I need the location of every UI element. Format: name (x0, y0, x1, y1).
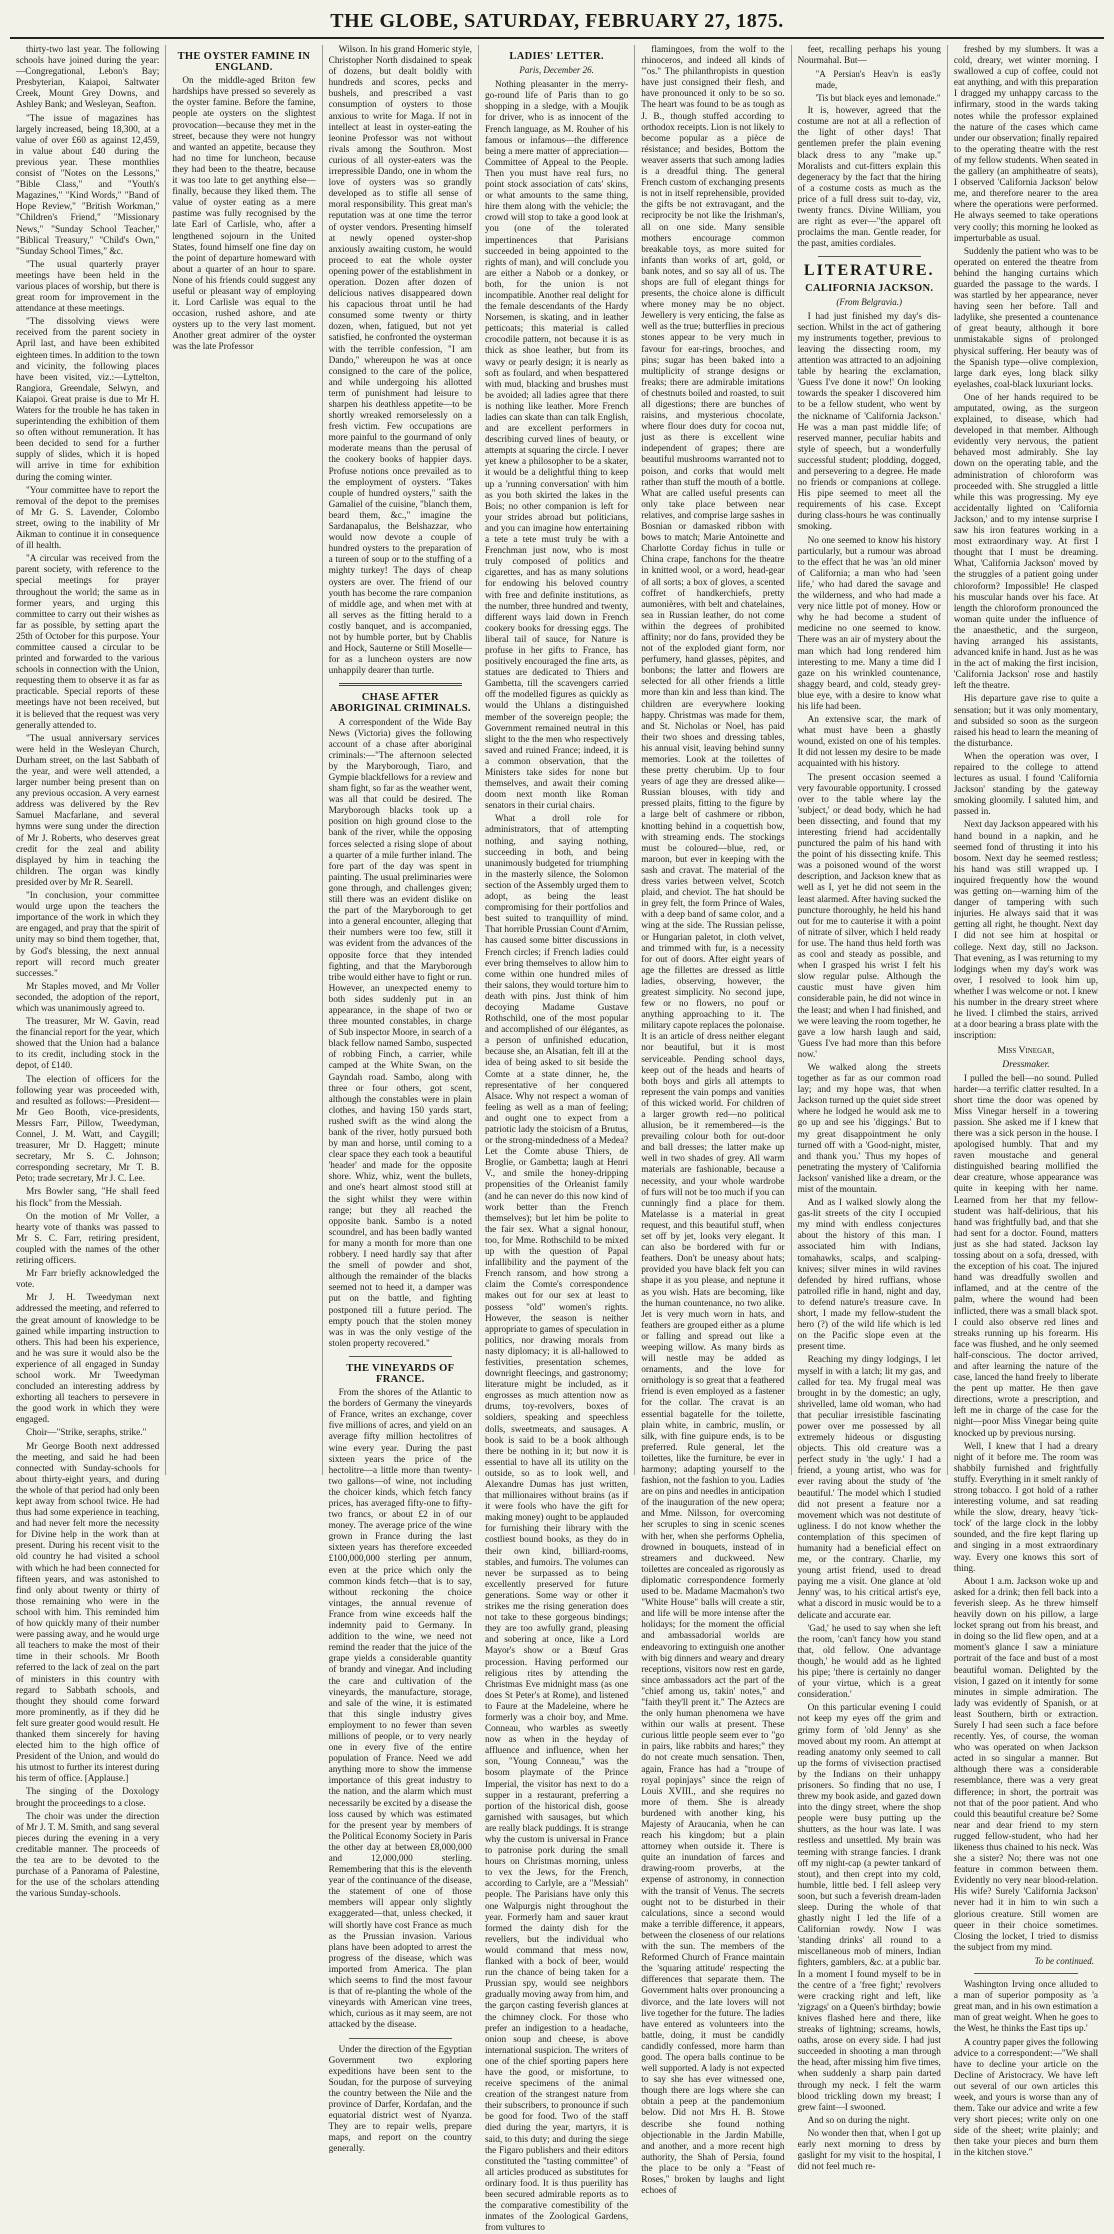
paragraph: Mr George Booth next addressed the meeting, and said he had been connected with Sunday-schools for about thirty-eight years, and during the whole of that period had only been kept away from school twice. He had thus had some experience in teaching, and had never felt more the necessity for Divine help in the work than at present. During his recent visit to the old country he had visited a school with which he had been connected for fifteen years, and was astonished to find only about twenty or thirty of those remaining who were in the school with him. This reminded him of how quickly many of their number were passing away, and he would urge all teachers to make the most of their time in their schools. Mr Booth referred to the lack of zeal on the part of ministers in this country with regard to Sabbath schools, and thought they should come forward more prominently, as if they did he felt sure greater good would result. He thanked them sincerely for having elected him to the high office of President of the Union, and would do his utmost to further its interest during his term of office. [Applause.] (16, 1441, 160, 1785)
chase-heading: CHASE AFTER ABORIGINAL CRIMINALS. (329, 692, 471, 715)
paragraph: Choir—"Strike, seraphs, strike." (26, 1428, 147, 1439)
paragraph: Under the direction of the Egyptian Government two exploring expeditions have been sent to the Soudan, for the purpose of surveying the country between the Nile and the province of Darfer, Kordafan, and the equatorial district west of Nyanza. They are to repair wells, prepare maps, and report on the country generally. (328, 2044, 472, 2155)
paragraph: When the operation was over, I repaired to the college to attend lectures as usual. I found 'California Jackson' standing by the gateway smoking gloomily. I saluted him, and passed in. (953, 751, 1099, 818)
oyster-article-cont (329, 45, 472, 677)
literature-heading: LITERATURE. (803, 262, 935, 280)
vineyards-heading: THE VINEYARDS OF FRANCE. (346, 1362, 455, 1385)
column-2 (166, 45, 322, 1475)
divider (974, 1973, 1078, 1974)
paragraph: On this particular evening I could not keep my eyes off the grim and grimy form of 'old Jenny' as she moved about my room. An attempt at reading anatomy only seemed to call up the forms of vivisection practised by the Indians on their unhappy prisoners. So finding that no use, I threw my book aside, and gazed down into the dingy street, where the shop people were busy putting up the shutters, as the hour was late. I was restless and unsettled. My brain was teeming with strange fancies. I drank off my night-cap (a pewter tankard of stout), and then crept into my cold, humble, little bed. I fell asleep very soon, but such a feverish dream-laden sleep. During the whole of that ghastly night I led the life of a Californian rowdy. Now I was 'standing drinks' all round to a miscellaneous mob of miners, Indian fighters, gamblers, &c. at a public bar. In a moment I found myself to be in the centre of a 'free fight;' revolvers were cracking right and left, like 'zigzags' on a Queen's birthday; bowie knives flashed here and there, like streaks of lightning; screams, howls, oaths, arose on every side. I had just succeeded in shooting a man through the head, after missing him five times, when suddenly a sharp pain darted through my neck. I felt the warm blood trickling down my breast; I grew faint—I swooned. (797, 1703, 941, 2113)
column-1 (10, 45, 166, 1900)
story-text (798, 312, 941, 2174)
paragraph: "The dissolving views were received from the parent society in April last, and have been exhibited eighteen times. In addition to the town and vicinity, the following places have been visited, viz.:—Lyttelton, Rangiora, Greendale, Selwyn, and Kaiapoi. Great praise is due to Mr H. Waters for the trouble he has taken in superintending the exhibition of them so often without remuneration. It has been decided to send for a further supply of slides, which it is hoped will arrive in time for exhibition during the coming winter. (16, 317, 160, 483)
paragraph: It is, however, agreed that the costume are not at all a reflection of the light of other days! That gentlemen prefer the plain evening black dress to any "make up." Moralists and cut-fitters explain this degeneracy by the fact that the hiring of a costume costs as much as the price of a full dress suit to-day, viz, twenty francs. Divine William, you are right as ever—"the apparel oft proclaims the man. Gentle reader, for the past, amities cordiales. (797, 106, 941, 250)
paragraph: I pulled the bell—no sound. Pulled harder—a terrific clatter resulted. In a short time the door was opened by Miss Vinegar herself in a towering passion. She asked me if I knew that there was a sick person in the house. I apologised humbly. That and my raven moustache and general distinguished bearing mollified the dear creature, whose appearance was quite in keeping with her name. Learned from her that my fellow-student was half-delirious, that his hand was frightfully bad, and that she had sent for a doctor. Found, matters just as she had stated. Jackson lay tossing about on a sofa, dressed, with the exception of his coat. The injured hand was dreadfully swollen and inflamed, and at the centre of the palm, where the wound had been inflicted, there was a small black spot. I could also observe red lines and streaks running up his forearm. His face was flushed, and he only seemed half-conscious. The doctor arrived, and after learning the nature of the case, lanced the hand freely to liberate the pent up matter. He then gave directions, wrote a prescription, and left me in charge of the case for the night—poor Miss Vinegar being quite knocked up by previous nursing. (953, 1073, 1099, 1439)
paragraph: feet, recalling perhaps his young Nourmahal. But— (797, 45, 941, 67)
vineyards-article (329, 1388, 472, 2031)
sign-role: Dressmaker. (1002, 1059, 1050, 1071)
column-5 (635, 45, 791, 2197)
paragraph: On the motion of Mr Voller, a hearty vote of thanks was passed to Mr S. C. Farr, retiring president, coupled with the names of the other retiring officers. (16, 1211, 160, 1267)
paragraph: Well, I knew that I had a dreary night of it before me. The room was shabbily furnished and frightfully stuffy. Everything in it smelt rankly of strong tobacco. I got hold of a rather interesting volume, and sat reading while the slow, dreary, heavy 'tick-tock' of the large clock in the lobby sounded, and the fire kept flaring up and singing in a most extraordinary way. Every one knows this sort of thing. (953, 1441, 1099, 1574)
paragraph: What a droll role for administrators, that of attempting nothing, and saying nothing, succeeding in both, and being unanimously budgeted for triumphing in the masterly silence, the Solomon section of the Assembly urged them to adopt, as being the least compromising for their portfolios and best suited to tranquillity of mind. That horrible Prussian Count d'Arnim, has caused some bitter discussions in French circles; if French ladies could ever bring themselves to allow him to come within one hundred miles of their salons, they would torture him to death with pins. Just think of him decoying Madame Gustave Rothschild, one of the most popular and accomplished of our élégantes, as a person of unfinished education, because she, an Alsatian, felt ill at the idea of being asked to sit beside the Comte at a state dinner, he, the representative of her conquered Alsace. Why not respect a woman of feeling as well as a man of feeling; and ought one to expect from a patriotic lady the stoicism of a Brutus, or the strong-mindedness of a Medea? Let the Comte abuse Thiers, de Broglie, or Gambetta; laugh at Henri V., and smile the honey-dripping propensities of the Orleanist family (and he can never do this now kind of work better than the French themselves); but let him be polite to the fair sex. What a signal honour, too, for Mme. Rothschild to be mixed up with the question of Papal infallibility and the payment of the French ransom, and how strong a claim the Comte's correspondence makes out for our sex at least to possess "old" women's rights. However, the season is neither appropriate to games of speculation in politics, nor drawing morals from nasty diplomacy; it is all-hallowed to festivities, presentation schemes, downright fleecings, and gastronomy; literature might be included, as it engrosses as much attention now as drums, toy-revolvers, boxes of soldiers, speaking and speechless dolls, sweetmeats, and sausages. A book is said to be a book although there be nothing in it; but now it is essential to have all its utility on the outside, so as to look well, and Alexandre Dumas has just written, that millionaires without brains (as if it were fools who have the gift for making money) ought to be applauded for furnishing their library with the costliest bound books, as they do in their own kind, billiard-rooms, stables, and fumoirs. The volumes can never be surpassed as to being excellently preserved for future generations. Some way or other it strikes me the rising generation does not take to these gorgeous bindings; they are too awfully grand, pleasing and sobering at once, like a Lord Mayor's show or a Bœuf Gras procession. Having performed our religious rites by attending the Christmas Eve midnight mass (as one does St Peter's at Rome), and listened to Faure at the Madeleine, where he formerly was a choir boy, and Mme. Conneau, who warbles as sweetly now as when in the heyday of affluence and influence, when her son, "Young Conneau," was the bosom playmate of the Prince Imperial, the visitor has next to do a supper in a restaurant, preferring a portion of the historical dish, goose garnished with sausages, but which are really black puddings. It is strange why the custom is universal in France to patronise pork during the small hours on Christmas morning, unless to vex the Jews, for the French, according to Carlyle, are a "Messiah" people. The Parisians have only this one Walpurgis night throughout the year. Formerly ham and sauer kraut formed the dainty dish for the revellers, but the individual who would command that mess now, flanked with a bock of beer, would run the chance of being taken for a Prussian spy, would see neighbors gradually moving away from him, and the garçon casting feverish glances at the chimney clock. For those who prefer an indigestion to a headache, onion soup and cheese, is above international suspicion. The writers of one of the chief sporting papers here have the good, or misfortune, to receive specimens of the animal creation of the strangest nature from their subscribers, to pronounce if such be good for food. Two of the staff died during the year, martyrs, it is said, to this duty; and during the siege the Figaro publishers and their editors constituted the "tasting committee" of all articles produced as substitutes for ordinary food. It is thus puerility has been secured admirable reports as to the comparative comestibility of the inmates of the Zoological Gardens, from vultures to (484, 814, 629, 2234)
paragraph: Reaching my dingy lodgings, I let myself in with a latch; lit my gas, and called for tea. My frugal meal was brought in by the domestic; an ugly, shrivelled, lame old woman, who had that peculiar irresistible fascinating power over me possessed by all extremely hideous or disgusting objects. This old creature was a perfect study in 'the ugly.' I had a friend, a young artist, who was for ever raving about the study of 'the beautiful.' The model which I studied did not present a feature nor a movement which was not destitute of ugliness. I do not know whether the contemplation of this specimen of humanity had a beneficial effect on me, or the contrary. Charlie, my young artist friend, used to dread paying me a visit. One glance at 'old Jenny' was, to his critical artist's eye, what a discord in music would be to a delicate and accurate ear. (797, 1355, 941, 1621)
egypt-article (329, 2045, 472, 2156)
verse (798, 69, 941, 104)
paragraph: About 1 a.m. Jackson woke up and asked for a drink; then fell back into a feverish sleep. As he threw himself heavily down on his pillow, a large locket sprang out from his breast, and in doing so the lid flew open, and at a moment's glance I saw a miniature portrait of the face and bust of a most beautiful woman. Delighted by the vision, I gazed on it intently for some minutes in simple admiration. The lady was evidently of Spanish, or at least Southern, birth or extraction. Surely I had seen such a face before recently. Yes, of course, the woman who was operated on when Jackson acted in so singular a manner. But although there was a considerable resemblance, there was a very great difference; in short, the portrait was not that of the poor patient. And who could this beautiful creature be? Some near and dear friend to my stern rugged fellow-student, who had her likeness thus chained to his neck. Was she a sister? No; there was not one feature in common between them. Evidently no very near blood-relation. His wife? Surely 'California Jackson' never had it in him to win such a glorious creature. Still women are queer in their choice sometimes. Closing the locket, I tried to dismiss the subject from my mind. (953, 1576, 1099, 1953)
paragraph: A country paper gives the following advice to a correspondent:—"We shall have to decline your article on the Decline of Aristocracy. We have left out several of our own articles this week, and yours is worse than any of them. Take our advice and write a few very short pieces; write only on one side of the sheet; write plainly; and then take your pieces and burn them in the kitchen stove." (953, 2037, 1099, 2159)
masthead: THE GLOBE, SATURDAY, FEBRUARY 27, 1875. (10, 8, 1104, 39)
sunday-school-report (16, 45, 159, 1900)
story-title: CALIFORNIA JACKSON. (805, 282, 934, 294)
paragraph: Mr Staples moved, and Mr Voller seconded, the adoption of the report, which was unanimously agreed to. (16, 981, 160, 1014)
paragraph: Wilson. In his grand Homeric style, Christopher North disdained to speak of dozens, but dealt boldly with hundreds and scores, pecks and bushels, and prescribed a vast consumption of oysters to those anxious to write for Maga. If not in intellect at least in oyster-eating the leonine Professor was not without rivals among the Southron. Most curious of all oyster-eaters was the irrepressible Dando, one in whom the love of oysters was so grandly developed as to stifle all sense of moral responsibility. This great man's reputation was at one time the terror of oyster vendors. Presenting himself at newly opened oyster-shop anxiously awaiting custom, he would proceed to eat the whole oyster opening power of the establishment in operation. Dozen after dozen of delicious natives disappeared down his capacious throat until he had consumed some twenty or thirty dozen, when, fatigued, but not yet satisfied, he confronted the oysterman with the terrible confession, "I am Dando," whereupon he was at once consigned to the care of the police, and while undergoing his allotted term of punishment had leisure to sharpen his deathless appetite—to be shortly wreaked remorselessly on a fresh victim. Few occupations are more painful to the gourmand of only moderate means than the perusal of the cookery books of happier days. Profuse notions once prevailed as to the employment of oysters. "Takes couple of hundred oysters," saith the Gamaliel of the cuisine, "blanch them, beard them, &c.," imagine the Sardanapalus, the Belshazzar, who would now devote a couple of hundred oysters to the preparation of a tureen of soup or to the stuffing of a mighty turkey! The days of cheap oysters are over. The friend of our youth has become the rare companion of middle age, and when met with at all serves as the fitting herald to a costly banquet, and is accompanied, not by humble porter, but by Chablis and Hock, Sauterne or Still Moselle—for as a luncheon oysters are now unhappily dearer than turtle. (328, 45, 472, 677)
column-6 (792, 45, 948, 2173)
to-be-continued: To be continued. (1034, 1955, 1095, 1966)
paragraph: We walked along the streets together as far as our common road lay; and my hope was, that when Jackson turned up the quiet side street where he lodged he would ask me to go up and see his 'diggings.' But to my great disappointment he only turned off with a 'Good-night, mister, and thank you.' Thus my hopes of penetrating the mystery of 'California Jackson' vanished like a dream, or the mist of the mountain. (797, 1062, 941, 1195)
paragraph: Nothing pleasanter in the merry-go-round life of Paris than to go shopping in a sledge, with a Moujik for driver, who is as innocent of the French language, as M. Rouher of his famous or infamous—the difference being a mere matter of appreciation—Committee of Appeal to the People. Then you must have real furs, no point stock association of cats' skins, or what amounts to the same thing, hire them along with the vehicle; the crowd will stop to take a good look at you (one of the tolerated impertinences that Parisians succeeded in being appointed to the rights of man), and will conclude you are either a Nabob or a donkey, or both, for the union is not incompatible. Another real delight for the female descendants of the Hardy Norsemen, is skating, and in leather petticoats; this material is called crocodile pattern, not because it is as thick as shoe leather, but from its wavy or pearly design; it is nearly as soft as foulard, and when bespattered with mud, blacking and brushes must be avoided; all ladies agree that there is nothing like leather. More French ladies can skate than can talk English, and are excellent performers in describing curved lines of beauty, or attempts at squaring the circle. I never yet knew a philosopher to be a skater, it would be a delightful thing to keep up a 'running conversation' with him as you both skirted the lakes in the Bois; no other companion is left for your strides abroad but politicians, and you can imagine how entertaining a tete a tete must truly be with a Frenchman just now, who is most truly composed of politics and cigarettes, and has as many solutions for endowing his beloved country with free and definite institutions, as the number, three hundred and twenty, different ways laid down in French cookery books for dressing eggs. The liberal tail of sauce, for Nature is profuse in her gifts to France, has positively encouraged the fine arts, as statues are dedicated to Thiers and Gambetta, till the scavengers carried off the modelled figures as quickly as would the Uhlans a distinguished member of the sovereign people; the Government remained neutral in this slight to the the men who respectively saved and ruined France; indeed, it is a common observation, that the Ministers take sides for none but themselves, and await their coming doom next month like Roman senators in their curial chairs. (484, 80, 629, 812)
paragraph: Mrs Bowler sang, "He shall feed his flock" from the Messiah. (16, 1187, 160, 1209)
paragraph: I had just finished my day's dis-section. Whilst in the act of gathering my instruments together, previous to leaving the dissecting room, my attention was attracted to an adjoining table by hearing the exclamation, 'Guess I've done it now!' On looking towards the speaker I discovered him to be a fellow student, who went by the nickname of 'California Jackson.' He was a man past middle life; of reserved manner, peculiar habits and style of speech, but a wonderfully successful student; plodding, dogged, and persevering to a degree. He made no friends or companions at college. His pipe seemed to meet all the requirements of his case. Except during class-hours he was continually smoking. (797, 311, 941, 533)
paragraph: freshed by my slumbers. It was a cold, dreary, wet winter morning. I swallowed a cup of coffee, could not eat anything, and with this preparation I dragged my unhappy carcass to the infirmary, stood in the wards taking notes while the professor explained the nature of the cases which came under our observation; finally repaired to the operating theatre with the rest of my fellow students. When seated in the gallery (an amphitheatre of seats), I observed 'California Jackson' below me, and therefore nearer to the area where the operations were performed. He always seemed to take operations very coolly; this morning he looked as imperturbable as usual. (953, 45, 1099, 244)
ladies-dateline: Paris, December 26. (519, 65, 594, 76)
column-4 (479, 45, 635, 2234)
paragraph: flamingoes, from the wolf to the rhinoceros, and indeed all kinds of "'os." The philanthropists in question have just consigned their flesh, and have pronounced it only to be so so. The heart was found to be as tough as J. B., though stuffed according to orthodox receipts. Lion is not likely to become popular as a pièce de résistance; and besides, Bottom the weaver asserts that such among ladies is a dreadful thing. The general French custom of exchanging presents is not in itself reprehensible, provided the gifts be not extravagant, and the reciprocity be not like the Irishman's, all on one side. Many sensible mothers encourage common breakable toys, as more suited for infants than works of art, gold, or bank notes, and so say all of us. The shops are full of elegant things for presents, the choice alone is difficult where money may be no object. Jewellery is very enticing, the false as well as the true; butterflies in precious stones appear to be very much in favour for ear-rings, brooches, and pins; sugar has been baked into a multiplicity of strange designs or freaks; there are admirable imitations of chestnuts boiled and roasted, to suit all digestions; there are bunches of raisins, and mysterious chocolate, where flour does duty for cocoa nut, just as there is excellent wine independent of grapes; there are beautiful mushrooms warranted not to poison, and corks that would melt rather than stuff the mouth of a bottle. What are called useful presents can only take place between near relatives, and comprise large sashes in Bosnian or damasked ribbon with bows to match; Marie Antoinette and Charlotte Corday fichus in tulle or China crape, fanchons for the theatre in knitted wool, or a word, head-gear of all sorts; a box of gloves, a scented coffret of handkerchiefs, pretty aumonières, with belt and chatelaines, sea in Russian leather, do not come within the degrees of prohibited affinity; nor do fans, provided they be not of the exploded giant form, nor perfumery, hand glasses, pèpites, and bonbons; the latter and flowers are selected for all other friends a little more than kin and less than kind. The children are everywhere looking happy. Christmas was made for them, and St. Nicholas or Noel, has paid their two shoes and dressing tables, his annual visit, leaving behind sunny memories. Look at the toilettes of these pretty cherubim. Up to four years of age they are dressed alike—Russian blouses, with tidy and pressed plaits, fitting to the figure by a large belt of cashmere or ribbon, knotting behind in a coquettish bow, with streaming ends. The stockings must be coloured—blue, red, or maroon, but ever in keeping with the sash and cravat. The material of the dress varies between velvet, Scotch plaid, and cheviot. The hat should be in grey felt, the form Prince of Wales, with a deep band of same color, and a wing at the side. The Russian pelisse, or Hungarian paletot, in cloth velvet, and trimmed with fur, is a necessity for out of doors. After eight years of age the fillettes are dressed as little ladies, observing, however, the greatest simplicity. No second jupe, few or no flowers, no pouf or anything approaching to it. The military capote replaces the polonaise. It is an article of dress neither elegant nor beautiful, but it is most serviceable. Pending school days, keep out of the heads and hearts of both boys and girls all attempts to represent the vain pomps and vanities of this wicked world. For children of a larger growth red—no political allusion, be it remembered—is the prevailing colour both for out-door and ball dresses; the latter make up well in two shades of grey. All warm materials are fashionable, because a necessity, and your whole wardrobe of furs will not be too much if you can cunningly find a place for them. Matelasse is a material in great request, and this beautiful stuff, when set off by jet, looks very elegant. It can also be bordered with fur or feathers. Don't be uneasy about hats; provided you have black felt you can shape it as you please, and neptune it as you wish. Hats are becoming, like the human countenance, no two alike. Jet is very much worn in hats, and feathers are grouped either as a plume or falling and spread out like a weeping willow. As many birds as will nestle may be added as ornaments, and the love for ornithology is so great that a feathered friend is even employed as a fastener for the collar. The cravat is an essential bagatelle for the toilette, plain white, in cambric, muslin, or silk, with fine guipure ends, is to be preferred. Rule general, let the toilettes, like the furniture, be ever in harmony; adapting yourself to the fashion, not the fashion to you. Ladies are on pins and needles in anticipation of the inauguration of the new opera; and Mme. Nilsson, for overcoming her scruples to sing in scenic scenes with her, when she performs Ophelia, drowned in bouquets, instead of in streamers and duckweed. New toilettes are concealed as rigorously as diplomatic correspondence formerly used to be. Madame Macmahon's two "White House" balls will create a stir, and life will be more intense after the holidays; for the moment the official and ambassadorial worlds are endeavoring to extinguish one another with big dinners and weary and dreary receptions, visitors now rest en garde, since ambassadors act the part of the "chief among us, takin' notes," and "faith they'll prent it." The Aztecs are the only human phenomena we have within our walls at present. These curious little people seem ever to "go in pairs, like rabbits and hares;" they do not create much sensation. Then, again, France has had a "troupe of royal popinjays" since the reign of Louis XVIII., and she requires no more of them. She is already burdened with another king, his Majesty of Araucania, when he can reach his kingdom; but a plain attorney when outside it. There is quite an inundation of farces and drawing-room proverbs, at the expense of astronomy, in connection with the transit of Venus. The secrets ought not to be disturbed in their calculations, since a second would make a terrible difference, it appears, between the closeness of our relations with the sun. The members of the Reformed Church of France maintain the 'squaring attitude' respecting the differences that separate them. The Government halts over pronouncing a divorce, and the late lovers will not live together for the future. The ladies have entered as volunteers into the battle, doing, it must be candidly candidly confessed, more harm than good. The opera balls continue to be well supported. A lady is not expected to say she has ever witnessed one, though there are logs where she can obtain a peep at the pandemonium below. Did not Mrs H. B. Stowe describe she found nothing objectionable in the Jardin Mabille, and another, and a more recent high authority, the Shah of Persia, found the place to be only a "Feast of Roses," broken by laughs and light echoes of (641, 45, 785, 2197)
paragraph: On the middle-aged Briton few hardships have pressed so severely as the oyster famine. Before the famine, people ate oysters on the slightest provocation—because they met in the street, because they were not hungry and wanted an appetite, because they had no time for luncheon, because they had been to the theatre, because it was too late to get anything else—finally, because they liked them. The value of oyster eating as a mere pastime was fully recognised by the late Earl of Carlisle, who, after a lengthened sojourn in the United States, found himself one fine day on the point of departure homeward with about a quarter of an hour to spare. None of his friends could suggest any useful or pleasant way of employing it. Lord Carlisle was equal to the occasion, rushed ashore, and ate oysters up to the very last moment. Another great admirer of the oyster was the late Professor (172, 76, 316, 353)
divider (349, 1356, 452, 1357)
paragraph: "Your committee have to report the removal of the depot to the premises of Mr G. S. Lavender, Colombo street, owing to the inability of Mr Aikman to continue it in consequence of ill health. (16, 485, 160, 552)
oyster-heading: THE OYSTER FAMINE IN ENGLAND. (177, 51, 311, 74)
paragraph: The choir was under the direction of Mr J. T. M. Smith, and sang several pieces during the evening in a very creditable manner. The proceeds of the tea are to be devoted to the purchase of a Panorama of Palestine, for the use of the scholars attending the various Sunday-schools. (16, 1811, 160, 1900)
paragraph: Washington Irving once alluded to a man of superior pomposity as 'a great man, and in his own estimation a man of great weight. When he goes to the West, he thinks the East tips up.' (953, 1980, 1099, 2035)
column-3 (323, 45, 479, 2155)
paragraph: One of her hands required to be amputated, owing, as the surgeon explained, to disease, which had developed in that member. Although evidently very nervous, the patient behaved most admirably. She lay down on the operating table, and the administration of chloroform was proceeded with. She struggled a little while this was progressing. My eye accidentally lighted on 'California Jackson,' and to my intense surprise I saw his iron features working in a most extraordinary way. At first I thought that I must be dreaming. What, 'California Jackson' moved by the struggles of a patient going under chloroform? Impossible! He clasped his muscular hands over his face. At length the chloroform pronounced the woman quite under the influence of the anaesthetic, and the surgeon, having arranged his assistants, advanced knife in hand. Just as he was in the act of making the first incision, 'California Jackson' rose and hastily left the theatre. (953, 392, 1099, 692)
paragraph: No wonder then that, when I got up early next morning to dress by gaslight for my visit to the hospital, I did not feel much re- (797, 2128, 941, 2173)
paragraph: thirty-two last year. The following schools have joined during the year:—Congregational, Lebon's Bay; Presbyterian, Kaiapoi, Saltwater Creek, Mount Grey Downs, and Ashley Bank; and Wesleyan, Seafton. (16, 45, 160, 111)
verse-line: "A Persian's Heav'n is eas'ly made, (815, 69, 941, 91)
paragraph: The treasurer, Mr W. Gavin, read the financial report for the year, which showed that the Union had a balance to its credit, including stock in the depot, of £140. (16, 1017, 160, 1072)
divider (339, 683, 462, 686)
paragraph: And so on during the night. (807, 2115, 910, 2126)
paragraph: "The usual quarterly prayer meetings have been held in the various places of worship, but there is great room for improvement in the attendance at these meetings. (16, 259, 160, 315)
columns (10, 45, 1104, 2234)
paragraph: And as I walked slowly along the gas-lit streets of the city I occupied my mind with endless conjectures about the history of this man. I associated him with Indians, tomahawks, scalps, and scalping-knives; silver mines in wild ravines defended by hired ruffians, whose patrolled rifle in hand, night and day, to defend nature's treasure cave. In short, I made my fellow-student the hero (?) of the wild life which is led on the Pacific slope even at the present time. (797, 1198, 941, 1353)
paragraph: "In conclusion, your committee would urge upon the teachers the importance of the work in which they are engaged, and pray that the spirit of unity may so bind them together, that, by God's blessing, the next annual report will record much greater successes." (16, 891, 160, 979)
divider (818, 256, 921, 257)
miscellany (954, 1980, 1098, 2160)
column-7 (948, 45, 1104, 2159)
paragraph: From the shores of the Atlantic to the borders of Germany the vineyards of France, writes an exchange, cover five millions of acres, and yield on an average fifty million hectolitres of wine every year. During the past sixteen years the price of the hectolitre—a little more than twenty-two gallons—of wine, not including the choicer kinds, which fetch fancy prices, has averaged fifty-one to fifty-two francs, or about £2 in of our money. The average price of the wine grown in France during the last sixteen years has therefore exceeded £100,000,000 sterling per annum, even at the price which only the common kinds fetch—that is to say, without reckoning the choice vintages, the annual revenue of France from wine exceeds half the indemnity paid to Germany. In addition to the wine, we need not remind the reader that the juice of the grape yields a considerable quantity of brandy and vinegar. And including the care and cultivation of the vineyards, the manufacture, storage, and sale of the wine, it is estimated that this single industry gives employment to no fewer than seven millions of people, or to very nearly one in every five of the entire population of France. Need we add anything more to show the immense importance of this great industry to the nation, and the alarm which must necessarily be excited by a disease the loss caused by which was estimated for the present year by members of the Political Economy Society in Paris the other day at between £8,000,000 and 12,000,000 sterling. Remembering that this is the eleventh year of the continuance of the disease, the statement of one of those members will appear only slightly exaggerated—that, unless checked, it will shortly have cost France as much as the Prussian invasion. Various plans have been adopted to arrest the progress of the disease, which was imported from America. The plan which seems to find the most favour is that of re-planting the whole of the vineyards with American vine trees, which, curious as it may seem, are not attacked by the disease. (328, 1388, 472, 2031)
paragraph: No one seemed to know his history particularly, but a rumour was abroad to the effect that he was 'an old miner of California; a man who had 'seen life,' who had dared the savage and the wilderness, and who had made a very nice little pot of money. How or why he had become a student of medicine no one seemed to know. There was an air of mystery about the man which had long rendered him interesting to me. Many a time did I gaze on his wrinkled countenance, shaggy beard, and cold, steady grey-blue eye, with a desire to know what his life had been. (797, 535, 941, 712)
paragraph: Mr J. H. Tweedyman next addressed the meeting, and referred to the great amount of knowledge to be gained while imparting instruction to others. This had been his experience, and he was sure it would also be the experience of all engaged in Sunday school work. Mr Tweedyman concluded an interesting address by exhorting all teachers to persevere in the good work in which they were engaged. (16, 1293, 160, 1426)
ladies-letter (485, 80, 628, 2234)
story-text-cont (954, 45, 1098, 1042)
ladies-letter-cont (641, 45, 784, 2197)
paragraph: "The issue of magazines has largely increased, being 18,300, at a value of over £60 as against 12,459, in value about £40 during the previous year. These monthlies consist of "Notes on the Lessons," "Bible Class," and "Youth's Magazines," "Kind Words," "Band of Hope Review," "British Workman," "Children's Friend," "Missionary News," "Sunday School Teacher," "Biblical Treasury," "Child's Own," "Sunday School Times," &c. (16, 113, 160, 257)
ladies-letter-end (798, 45, 941, 67)
verse-line: 'Tis but black eyes and lemonade." (815, 93, 941, 104)
paragraph: The singing of the Doxology brought the proceedings to a close. (16, 1787, 160, 1809)
ladies-letter-close (798, 106, 941, 250)
oyster-article (172, 76, 315, 353)
chase-article (329, 718, 472, 1350)
paragraph: "A circular was received from the parent society, with reference to the special meetings for prayer throughout the world; the same as in former years, and urging this committee to carry out their wishes as far as possible, by setting apart the 25th of October for this purpose. Your committee caused a circular to be printed and forwarded to the various schools in connection with the Union, requesting them to observe it as far as practicable. Special reports of these meetings have not been received, but it is believed that the request was very generally attended to. (16, 554, 160, 731)
paragraph: An extensive scar, the mark of what must have been a ghastly wound, existed on one of his temples. It did not lessen my desire to be made acquainted with his history. (797, 715, 941, 770)
paragraph: The present occasion seemed a very favourable opportunity. I crossed over to the table where lay the 'subject,' or dead body, which he had been dissecting, and found that my interesting friend had accidentally punctured the palm of his hand with the point of his dissecting knife. This was a poisoned wound of the worst description, and Jackson knew that as well as I, yet he did not seem in the least alarmed. After having sucked the puncture thoroughly, he held his hand out for me to cauterise it with a point of nitrate of silver, which I held ready for use. The hand thus held forth was as cool and steady as possible, and when I grasped his wrist I felt his slow regular pulse. Although the caustic must have given him considerable pain, he did not wince in the least; and when I had finished, and we were leaving the room together, he gave a low harsh laugh and said, 'Guess I've had more than this before now.' (797, 772, 941, 1060)
paragraph: 'Gad,' he used to say when she left the room, 'can't fancy how you stand that, old fellow. One advantage though,' he would add as he lighted his pipe; 'there is certainly no danger of your virtue, which is a great consideration.' (797, 1623, 941, 1701)
ladies-heading: LADIES' LETTER. (509, 51, 604, 62)
paragraph: His departure gave rise to quite a sensation; but it was only momentary, and subsided so soon as the surgeon raised his head to learn the meaning of the disturbance. (953, 694, 1099, 749)
sign-name: Miss Vinegar, (997, 1045, 1055, 1057)
story-source: (From Belgravia.) (836, 296, 903, 307)
divider (349, 2038, 452, 2039)
paragraph: The election of officers for the following year was proceeded with, and resulted as follows:—President—Mr Geo Booth, vice-presidents, Messrs Farr, Pillow, Tweedyman, Connel, J. M. Watt, and Caygill; treasurer, Mr D. Haggett; minute secretary, Mr S. C. Johnson; corresponding secretary, Mr T. B. Peto; trade secretary, Mr J. C. Lee. (16, 1074, 160, 1185)
paragraph: A correspondent of the Wide Bay News (Victoria) gives the following account of a chase after aboriginal criminals:—"The afternoon selected by the Maryborough, Tiaro, and Gympie blackfellows for a review and sham fight, so far as the weather went, was all that could be desired. The Maryborough blacks took up a position on high ground close to the bank of the river, while the opposing forces selected a rising slope of about a quarter of a mile further inland. The fore part of the day was spent in painting. The usual preliminaries were gone through, and challenges given; still there was an evident dislike on the part of the Maryborough to get into a general encounter, alleging that their numbers were too few, still it was evident from the advances of the opposite force that they intended fighting, and that the Maryborough tribe would either have to fight or run. However, an unexpected enemy to both sides suddenly put in an appearance, in the shape of two or three mounted constables, in charge of Sub inspector Moore, in search of a black fellow named Sambo, suspected of robbing Finch, a carrier, while camped at the White Swan, on the Gayndah road. Sambo, along with three or four others, got scent, although the constables were in plain clothes, and having 150 yards start, rushed swift as the wind along the bank of the river, hotly pursued both by man and horse, until coming to a clear space they each took a beautiful 'header' and made for the opposite shore. Whiz, whiz, went the bullets, and one's heart almost stood still at the sight whilst they were within range; but they all reached the opposite bank. Sambo is a noted scoundrel, and has been badly wanted for many a month for more than one robbery. I need hardly say that after the smell of powder and shot, although the remainder of the blacks seemed not to heed it, a damper was put on the battle, and fighting postponed till a future period. The empty pouch that the stolen money was in was the only vestige of the stolen property recovered." (328, 717, 472, 1349)
story-text-more (954, 1074, 1098, 1954)
paragraph: Next day Jackson appeared with his hand bound in a napkin, and he seemed fond of thrusting it into his bosom. Next day he seemed restless; his hand was still wrapped up. I inquired frequently how the wound was getting on—warning him of the danger of tampering with such injuries. He always said that it was getting all right, he thought. Next day I did not see him at hospital or college. Next day, still no Jackson. That evening, as I was returning to my lodgings when my day's work was over, I resolved to look him up, whether I was welcome or not. I knew his number in the dreary street where he lived. I climbed the stairs, arrived at a door bearing a brass plate with the inscription: (953, 820, 1099, 1042)
paragraph: "The usual anniversary services were held in the Wesleyan Church, Durham street, on the last Sabbath of the year, and were well attended, a larger number being present than on any previous occasion. A very earnest address was delivered by the Rev Samuel Macfarlane, and several hymns were sung under the direction of Mr J. Roberts, who deserves great credit for the zeal and ability displayed by him in teaching the children. The organ was kindly presided over by Mr R. Searell. (16, 733, 160, 888)
paragraph: Suddenly the patient who was to be operated on entered the theatre from behind the hanging curtains which guarded the passage to the wards. I was startled by her appearance, never having seen her before. Tall and ladylike, she presented a countenance of great beauty, although it bore unmistakable signs of prolonged physical suffering. Her beauty was of the Spanish type—olive complexion, large dark eyes, long black silky eyelashes, coal-black luxuriant locks. (953, 246, 1099, 390)
paragraph: Mr Farr briefly acknowledged the vote. (16, 1269, 160, 1291)
